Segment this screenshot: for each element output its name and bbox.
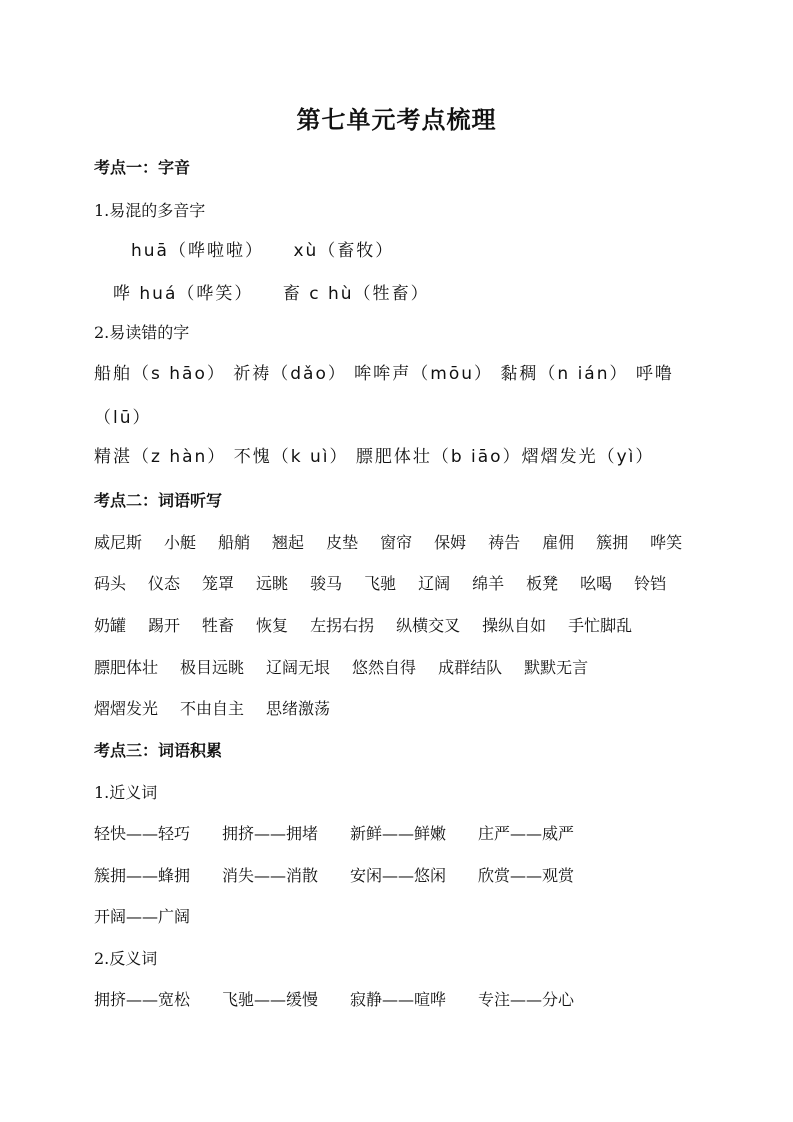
- word: 绵羊: [472, 574, 505, 593]
- synonym-row-2: [94, 868, 574, 884]
- word: 纵横交叉: [396, 616, 461, 635]
- synonym-pair: 簇拥——蜂拥: [94, 866, 191, 885]
- word: 思绪激荡: [266, 699, 331, 718]
- word: 左拐右拐: [310, 616, 375, 635]
- word: 踢开: [148, 616, 181, 635]
- word: 不由自主: [180, 699, 245, 718]
- synonym-pair: 消失——消散: [222, 866, 319, 885]
- word: 成群结队: [438, 658, 503, 677]
- word: 船艄: [218, 533, 251, 552]
- word: 铃铛: [634, 574, 667, 593]
- word: 奶罐: [94, 616, 127, 635]
- dictation-row-3: [94, 618, 632, 634]
- word: 仪态: [148, 574, 181, 593]
- synonym-pair: 轻快——轻巧: [94, 824, 191, 843]
- subheading-misread: 2.易读错的字: [94, 323, 190, 342]
- subheading-antonyms: 2.反义词: [94, 949, 158, 968]
- word: 操纵自如: [482, 616, 547, 635]
- synonym-pair: 拥挤——拥堵: [222, 824, 319, 843]
- polyphone-line-2: 哗 huá（哗笑） 畜 c hù（牲畜）: [113, 284, 430, 304]
- synonym-row-1: [94, 826, 574, 842]
- pronunciation-line-2: 精湛（z hàn） 不愧（k uì） 膘肥体壮（b iāo）熠熠发光（yì）: [94, 447, 655, 467]
- word: 雇佣: [542, 533, 575, 552]
- word: 飞驰: [364, 574, 397, 593]
- synonym-pair: 开阔——广阔: [94, 907, 191, 926]
- word: 笼罩: [202, 574, 235, 593]
- subheading-synonyms: 1.近义词: [94, 783, 158, 802]
- word: 远眺: [256, 574, 289, 593]
- word: 极目远眺: [180, 658, 245, 677]
- word: 保姆: [434, 533, 467, 552]
- pronunciation-line-1-cont: （lū）: [94, 408, 152, 428]
- synonym-pair: 新鲜——鲜嫩: [350, 824, 447, 843]
- antonym-pair: 专注——分心: [478, 990, 575, 1009]
- word: 吆喝: [580, 574, 613, 593]
- section-heading-pronunciation: 考点一：字音: [94, 158, 191, 177]
- page-title: 第七单元考点梳理: [296, 105, 497, 134]
- word: 码头: [94, 574, 127, 593]
- antonym-pair: 飞驰——缓慢: [222, 990, 319, 1009]
- word: 板凳: [526, 574, 559, 593]
- word: 辽阔: [418, 574, 451, 593]
- word: 皮垫: [326, 533, 359, 552]
- word: 手忙脚乱: [568, 616, 633, 635]
- word: 翘起: [272, 533, 305, 552]
- word: 悠然自得: [352, 658, 417, 677]
- word: 膘肥体壮: [94, 658, 159, 677]
- word: 骏马: [310, 574, 343, 593]
- word: 簇拥: [596, 533, 629, 552]
- word: 辽阔无垠: [266, 658, 331, 677]
- synonym-pair: 庄严——威严: [478, 824, 575, 843]
- polyphone-line-1: huā（哗啦啦） xù（畜牧）: [131, 241, 395, 261]
- antonym-row-1: [94, 992, 574, 1008]
- pronunciation-line-1: 船舶（s hāo） 祈祷（dǎo） 哞哞声（mōu） 黏稠（n ián） 呼噜: [94, 364, 674, 384]
- dictation-row-5: [94, 701, 330, 717]
- subheading-polyphones: 1.易混的多音字: [94, 201, 206, 220]
- word: 小艇: [164, 533, 197, 552]
- dictation-row-2: [94, 576, 666, 592]
- antonym-pair: 拥挤——宽松: [94, 990, 191, 1009]
- section-heading-vocabulary: 考点三：词语积累: [94, 741, 223, 760]
- word: 牲畜: [202, 616, 235, 635]
- dictation-row-1: [94, 535, 682, 551]
- synonym-pair: 欣赏——观赏: [478, 866, 575, 885]
- section-heading-dictation: 考点二：词语听写: [94, 491, 223, 510]
- synonym-row-3: [94, 909, 190, 925]
- word: 默默无言: [524, 658, 589, 677]
- word: 威尼斯: [94, 533, 143, 552]
- word: 祷告: [488, 533, 521, 552]
- word: 窗帘: [380, 533, 413, 552]
- word: 恢复: [256, 616, 289, 635]
- word: 哗笑: [650, 533, 683, 552]
- antonym-pair: 寂静——喧哗: [350, 990, 447, 1009]
- synonym-pair: 安闲——悠闲: [350, 866, 447, 885]
- dictation-row-4: [94, 660, 588, 676]
- word: 熠熠发光: [94, 699, 159, 718]
